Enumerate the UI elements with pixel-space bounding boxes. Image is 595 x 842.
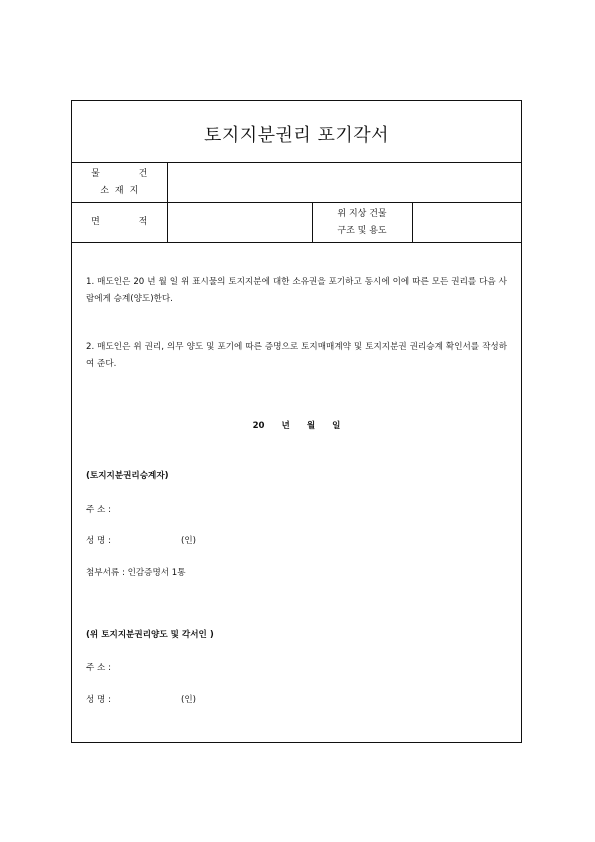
property-label: 물 건 <box>91 168 166 179</box>
successor-heading: (토지지분권리승계자) <box>86 471 169 481</box>
table-row <box>72 203 521 243</box>
successor-address-label: 주 소 : <box>86 505 111 515</box>
location-label: 소재지 <box>100 185 145 196</box>
signing-date: 20 년 월 일 <box>252 421 341 431</box>
attachment-line: 첨부서류 : 인감증명서 1통 <box>86 568 186 578</box>
clause-2: 2. 매도인은 위 권리, 의무 양도 및 포기에 따른 증명으로 토지매매계약 및 토지지분권 권리승계 확인서를 작성하여 준다. <box>86 342 507 369</box>
clause-1: 1. 매도인은 20 년 월 일 위 표시물의 토지지분에 대한 소유권을 포기하고 동시에 이에 따른 모든 권리를 다음 사람에게 승계(양도)한다. <box>86 277 507 304</box>
property-location-value-cell <box>167 163 521 203</box>
document-title: 토지지분권리 포기각서 <box>203 125 390 146</box>
transferor-name-line <box>86 693 196 705</box>
successor-name-line <box>86 534 196 546</box>
transferor-name-label: 성 명 : <box>86 695 111 705</box>
structure-use-label: 구조 및 용도 <box>337 225 387 236</box>
building-label-cell <box>312 203 412 243</box>
area-label: 면 적 <box>91 217 166 227</box>
area-value-cell <box>167 203 312 243</box>
transferor-heading: (위 토지지분권리양도 및 각서인 ) <box>86 630 214 640</box>
transferor-seal: (인) <box>180 695 196 705</box>
property-location-label-cell <box>72 163 167 203</box>
building-value-cell <box>412 203 521 243</box>
successor-name-label: 성 명 : <box>86 536 111 546</box>
table-row <box>72 163 521 203</box>
area-label-cell <box>72 203 167 243</box>
transferor-address-label: 주 소 : <box>86 663 111 673</box>
building-label: 위 지상 건물 <box>337 208 387 219</box>
successor-seal: (인) <box>180 536 196 546</box>
property-info-table <box>72 162 521 243</box>
document-frame <box>71 100 522 743</box>
